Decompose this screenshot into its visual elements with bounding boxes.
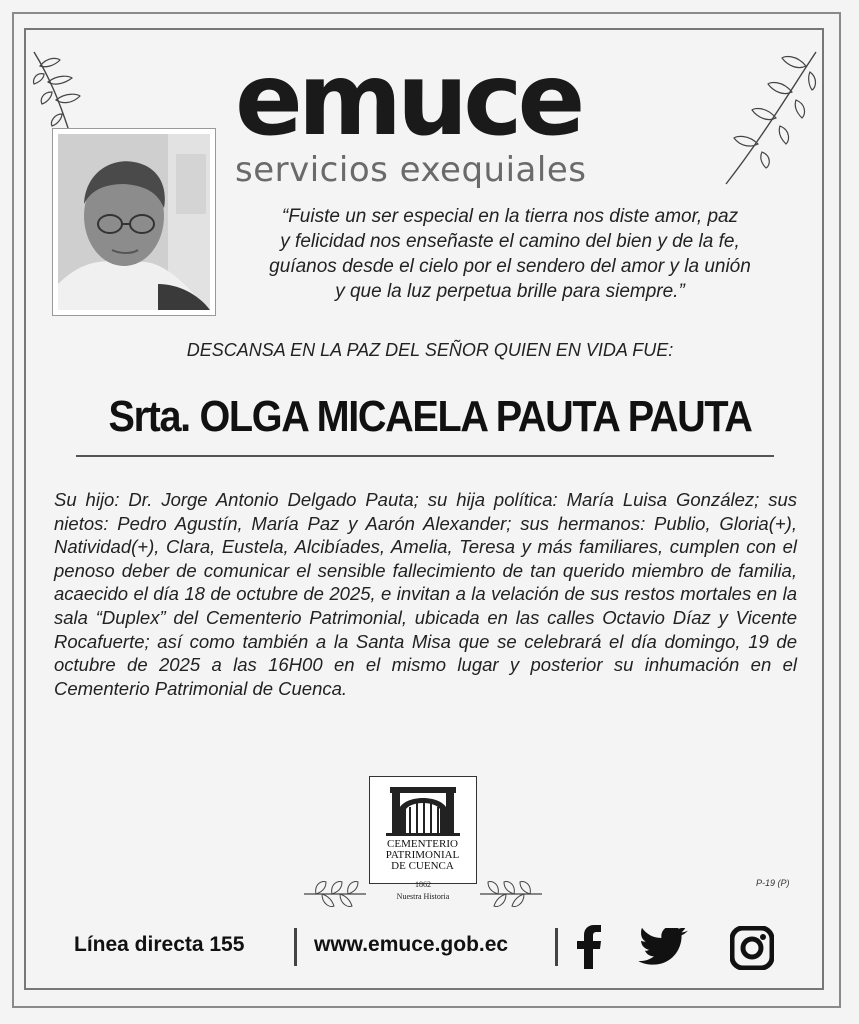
facebook-icon[interactable]	[574, 925, 604, 969]
leaf-branch-bottom-right-icon	[478, 876, 544, 912]
name-divider	[76, 455, 774, 457]
brand-logo: emuce	[235, 41, 581, 158]
portrait-illustration	[58, 134, 210, 310]
quote-line: y que la luz perpetua brille para siempre.”	[335, 281, 685, 302]
cemetery-year: 1862	[415, 880, 431, 889]
cemetery-logo-line: CEMENTERIO	[387, 838, 458, 850]
quote-block	[225, 204, 795, 304]
footer-separator	[294, 928, 297, 966]
notice-body: Su hijo: Dr. Jorge Antonio Delgado Pauta; su hija política: María Luisa González; sus nietos: Pedro Agustín, María Paz y Aarón Alexander; sus hermanos: Publio, Gloria(+), Natividad(+), Clara, Eustela, Alcibíades, Amelia, Teresa y más familiares, cumplen con el penoso deber de comunicar el sensible fallecimiento de tan querido miembro de familia, acaecido el día 18 de octubre de 2025, e invitan a la velación de sus restos mortales en la sala “Duplex” del Cementerio Patrimonial, ubicada en las calles Octavio Díaz y Vicente Rocafuerte; así como también a la Santa Misa que se celebrará el día domingo, 19 de octubre de 2025 a las 16H00 en el mismo lugar y posterior su inhumación en el Cementerio Patrimonial de Cuenca.	[54, 489, 797, 699]
brand-tagline: servicios exequiales	[235, 150, 587, 190]
leaf-branch-bottom-left-icon	[302, 876, 368, 912]
deceased-name: Srta. OLGA MICAELA PAUTA PAUTA	[108, 392, 752, 441]
cemetery-logo	[369, 776, 477, 884]
cemetery-logo-line: PATRIMONIAL	[385, 849, 460, 861]
leaf-branch-top-right-icon	[712, 48, 822, 188]
quote-line: y felicidad nos enseñaste el camino del bien y de la fe,	[280, 231, 740, 252]
quote-line: guíanos desde el cielo por el sendero del amor y la unión	[269, 256, 751, 277]
cemetery-logo-text	[370, 839, 475, 872]
twitter-icon[interactable]	[638, 928, 688, 968]
quote-line: “Fuiste un ser especial en la tierra nos diste amor, paz	[281, 206, 739, 227]
cemetery-logo-line: DE CUENCA	[391, 860, 454, 872]
cemetery-motto: Nuestra Historia	[396, 892, 450, 901]
arch-gate-icon	[370, 777, 475, 839]
footer-website-link[interactable]: www.emuce.gob.ec	[314, 933, 509, 956]
footer-phone: Línea directa 155	[74, 933, 245, 956]
instagram-icon[interactable]	[730, 926, 774, 970]
footer-separator	[555, 928, 558, 966]
notice-intro: DESCANSA EN LA PAZ DEL SEÑOR QUIEN EN VIDA FUE:	[186, 340, 674, 360]
leaf-branch-top-left-icon	[30, 48, 96, 138]
portrait-photo	[58, 134, 210, 310]
document-code: P-19 (P)	[756, 878, 790, 888]
portrait-frame	[52, 128, 216, 316]
